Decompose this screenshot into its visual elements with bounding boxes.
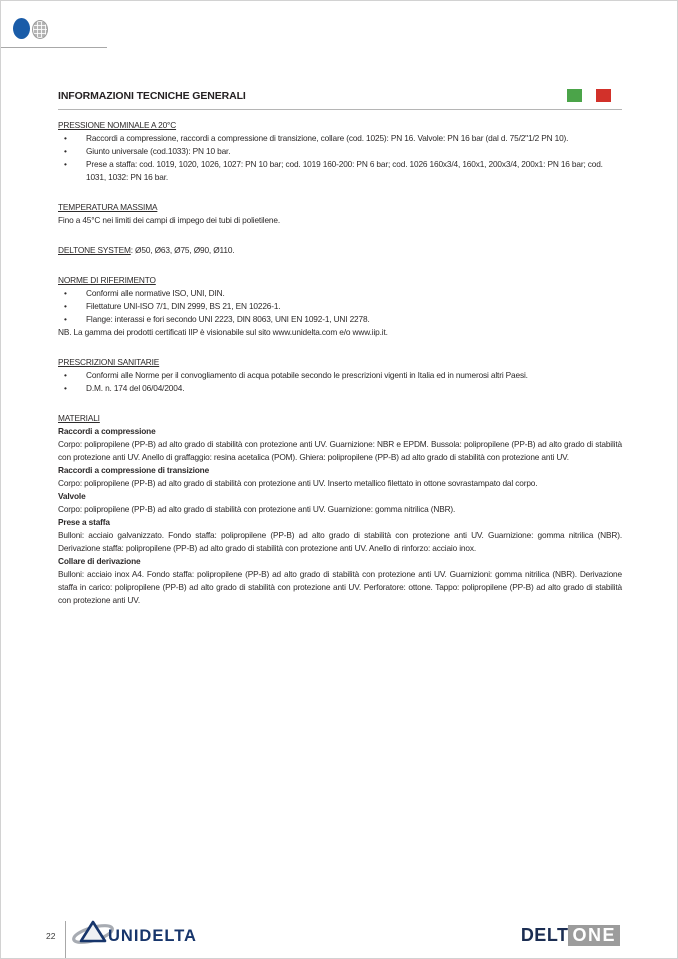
- deltone-system-value: : Ø50, Ø63, Ø75, Ø90, Ø110.: [130, 245, 235, 255]
- section-title-materiali: MATERIALI: [58, 413, 100, 423]
- list-item: • Prese a staffa: cod. 1019, 1020, 1026, 1027: PN 10 bar; cod. 1019 160-200: PN 6 bar; cod. 1026 160x3/4, 160x1, 200x3/4, 200x1: PN 16 bar; cod. 1031, 1032: PN 16 bar.: [58, 158, 622, 184]
- list-item: • Giunto universale (cod.1033): PN 10 bar.: [58, 145, 622, 158]
- color-flags: [567, 89, 611, 102]
- deltone-system-line: [58, 244, 622, 257]
- page-title: INFORMAZIONI TECNICHE GENERALI: [58, 89, 246, 102]
- footer-divider: [65, 921, 66, 958]
- section-pressione: [58, 119, 622, 184]
- norme-note: NB. La gamma dei prodotti certificati IIP è visionabile sul sito www.unidelta.com e/o www.iip.it.: [58, 327, 388, 337]
- prescrizioni-list: [58, 369, 622, 395]
- norme-list: [58, 287, 622, 326]
- list-item: • Filettature UNI-ISO 7/1, DIN 2999, BS 21, EN 10226-1.: [58, 300, 622, 313]
- corner-rule: [1, 47, 107, 48]
- section-title-norme: NORME DI RIFERIMENTO: [58, 275, 156, 285]
- deltone-system-label: DELTONE SYSTEM: [58, 245, 131, 255]
- deltone-wordmark-left: DELT: [520, 925, 569, 945]
- material-name: Valvole: [58, 491, 86, 501]
- list-item: • Conformi alle normative ISO, UNI, DIN.: [58, 287, 622, 300]
- content-column: [58, 89, 622, 607]
- header-row: [58, 89, 622, 102]
- section-title-pressione: PRESSIONE NOMINALE A 20°C: [58, 120, 177, 130]
- material-name: Prese a staffa: [58, 517, 110, 527]
- pressione-list: [58, 132, 622, 184]
- material-desc: Bulloni: acciaio inox A4. Fondo staffa: polipropilene (PP-B) ad alto grado di stabilità con protezione anti UV. Guarnizioni: gomma nitrilica (NBR). Derivazione staffa in carico: polipropilene (PP-B) ad alto grado di stabilità con protezione anti UV. Perforatore: ottone. Tappo: polipropilene (PP-B) ad alto grado di stabilità con protezione anti UV.: [58, 569, 622, 605]
- section-norme: [58, 274, 622, 339]
- section-title-prescrizioni: PRESCRIZIONI SANITARIE: [58, 357, 160, 367]
- flag-red-square: [596, 89, 611, 102]
- material-desc: Corpo: polipropilene (PP-B) ad alto grado di stabilità con protezione anti UV. Guarnizione: gomma nitrilica (NBR).: [58, 504, 456, 514]
- unidelta-wordmark: UNIDELTA: [108, 927, 197, 945]
- section-title-temperatura: TEMPERATURA MASSIMA: [58, 202, 158, 212]
- deltone-wordmark-right: ONE: [568, 925, 620, 946]
- material-desc: Bulloni: acciaio galvanizzato. Fondo staffa: polipropilene (PP-B) ad alto grado di stabilità con protezione anti UV. Guarnizione: gomma nitrilica (NBR). Derivazione staffa: polipropilene (PP-B) ad alto grado di stabilità con protezione anti UV. Anello di rinforzo: acciaio inox.: [58, 530, 622, 553]
- list-item: • Raccordi a compressione, raccordi a compressione di transizione, collare (cod. 1025): PN 16. Valvole: PN 16 bar (dal d. 75/2"1/2 PN 10).: [58, 132, 622, 145]
- material-desc: Corpo: polipropilene (PP-B) ad alto grado di stabilità con protezione anti UV. Inserto metallico filettato in ottone sovrastampato dal corpo.: [58, 478, 538, 488]
- list-item: • Conformi alle Norme per il convogliamento di acqua potabile secondo le prescrizioni vigenti in Italia ed in numerosi altri Paesi.: [58, 369, 622, 382]
- section-temperatura: [58, 201, 622, 227]
- title-rule: [58, 109, 622, 110]
- material-desc: Corpo: polipropilene (PP-B) ad alto grado di stabilità con protezione anti UV. Guarnizione: NBR e EPDM. Bussola: polipropilene (PP-B) ad alto grado di stabilità con protezione anti UV. Anello di graffaggio: resina acetalica (POM). Ghiera: polipropilene (PP-B) ad alto grado di stabilità con protezione anti UV.: [58, 439, 622, 462]
- material-name: Collare di derivazione: [58, 556, 141, 566]
- section-materiali: [58, 412, 622, 607]
- material-name: Raccordi a compressione: [58, 426, 156, 436]
- list-item: • Flange: interassi e fori secondo UNI 2223, DIN 8063, UNI EN 1092-1, UNI 2278.: [58, 313, 622, 326]
- unidelta-logo: [72, 918, 222, 948]
- material-name: Raccordi a compressione di transizione: [58, 465, 210, 475]
- blue-dot-icon: [13, 18, 30, 39]
- page-number: 22: [46, 931, 56, 941]
- flag-green-square: [567, 89, 582, 102]
- deltone-logo: [521, 925, 620, 946]
- section-deltone-system: [58, 244, 622, 257]
- section-prescrizioni: [58, 356, 622, 395]
- list-item: • D.M. n. 174 del 06/04/2004.: [58, 382, 622, 395]
- globe-grid-icon: [32, 20, 48, 39]
- temperatura-text: Fino a 45°C nei limiti dei campi di impego dei tubi di polietilene.: [58, 215, 281, 225]
